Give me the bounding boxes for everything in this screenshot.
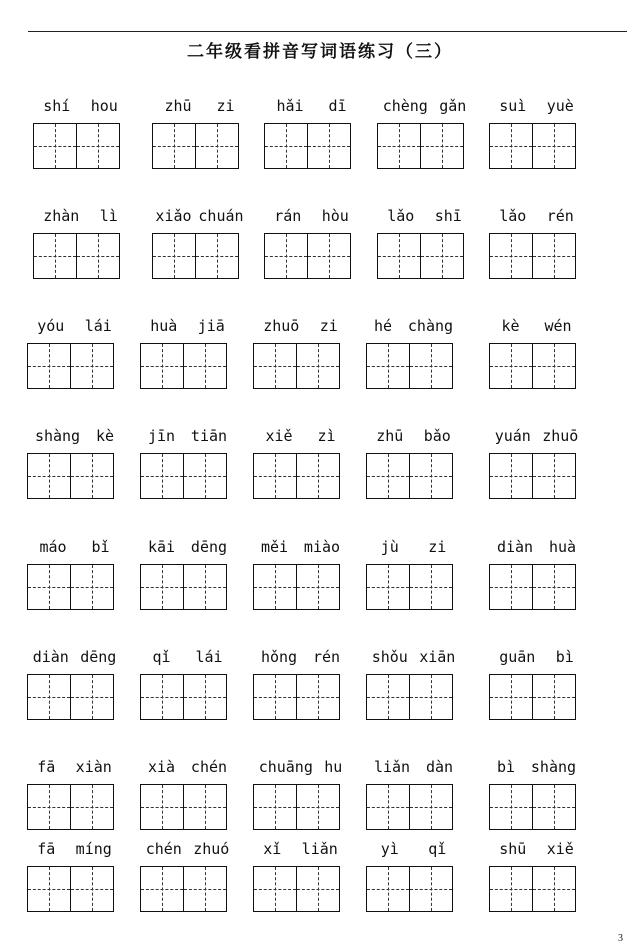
pinyin-syllable: zhuō bbox=[263, 317, 300, 335]
pinyin-syllable: chèng bbox=[382, 97, 428, 115]
word-item bbox=[253, 537, 348, 557]
pinyin-label bbox=[27, 647, 122, 667]
character-box[interactable] bbox=[410, 343, 453, 389]
pinyin-syllable: yuán bbox=[494, 427, 531, 445]
character-box[interactable] bbox=[410, 866, 453, 912]
pinyin-syllable: zi bbox=[428, 538, 447, 556]
word-item bbox=[27, 426, 122, 446]
character-box[interactable] bbox=[264, 233, 308, 279]
writing-grid bbox=[253, 343, 340, 389]
pinyin-label bbox=[253, 647, 348, 667]
writing-grid bbox=[140, 564, 227, 610]
pinyin-label bbox=[27, 839, 122, 859]
pinyin-syllable: rén bbox=[546, 207, 574, 225]
word-item bbox=[253, 426, 348, 446]
character-box[interactable] bbox=[140, 453, 184, 499]
pinyin-label bbox=[489, 316, 584, 336]
pinyin-syllable: huà bbox=[548, 538, 577, 556]
word-item bbox=[27, 316, 122, 336]
pinyin-label bbox=[366, 757, 461, 777]
pinyin-syllable: jiā bbox=[197, 317, 225, 335]
pinyin-syllable: xiǎo bbox=[155, 207, 192, 225]
character-box[interactable] bbox=[489, 123, 533, 169]
pinyin-syllable: bì bbox=[496, 758, 515, 776]
character-box[interactable] bbox=[27, 564, 71, 610]
pinyin-label bbox=[366, 316, 461, 336]
pinyin-syllable: kāi bbox=[147, 538, 176, 556]
writing-grid bbox=[253, 674, 340, 720]
writing-grid bbox=[27, 564, 114, 610]
word-item bbox=[140, 647, 235, 667]
writing-grid bbox=[140, 343, 227, 389]
pinyin-syllable: hou bbox=[90, 97, 118, 115]
writing-grid bbox=[27, 674, 114, 720]
character-box[interactable] bbox=[489, 343, 533, 389]
pinyin-syllable: diàn bbox=[496, 538, 534, 556]
writing-grid bbox=[366, 343, 453, 389]
pinyin-label bbox=[33, 206, 128, 226]
pinyin-label bbox=[366, 537, 461, 557]
pinyin-syllable: shí bbox=[43, 97, 71, 115]
pinyin-label bbox=[366, 426, 461, 446]
pinyin-syllable: bǎo bbox=[423, 427, 451, 445]
pinyin-syllable: xiě bbox=[546, 840, 574, 858]
character-box[interactable] bbox=[27, 866, 71, 912]
pinyin-syllable: hé bbox=[373, 317, 392, 335]
character-box[interactable] bbox=[410, 784, 453, 830]
pinyin-syllable: liǎn bbox=[301, 840, 338, 858]
character-box[interactable] bbox=[377, 233, 421, 279]
word-item bbox=[27, 839, 122, 859]
pinyin-syllable: xiān bbox=[419, 648, 456, 666]
pinyin-syllable: kè bbox=[95, 427, 115, 445]
pinyin-label bbox=[27, 537, 122, 557]
writing-grid bbox=[264, 233, 351, 279]
pinyin-syllable: shǒu bbox=[371, 648, 408, 666]
pinyin-syllable: fā bbox=[37, 758, 56, 776]
page-number: 3 bbox=[618, 933, 623, 944]
character-box[interactable] bbox=[253, 674, 297, 720]
pinyin-syllable: rán bbox=[274, 207, 302, 225]
pinyin-label bbox=[140, 537, 235, 557]
writing-grid bbox=[33, 233, 120, 279]
character-box[interactable] bbox=[366, 453, 410, 499]
pinyin-label bbox=[140, 757, 235, 777]
word-item bbox=[366, 757, 461, 777]
pinyin-syllable: chàng bbox=[407, 317, 454, 335]
pinyin-label bbox=[140, 839, 235, 859]
pinyin-label bbox=[489, 839, 584, 859]
pinyin-syllable: shàng bbox=[530, 758, 577, 776]
writing-grid bbox=[489, 564, 576, 610]
writing-grid bbox=[253, 866, 340, 912]
character-box[interactable] bbox=[253, 866, 297, 912]
pinyin-syllable: diàn bbox=[32, 648, 69, 666]
character-box[interactable] bbox=[489, 784, 533, 830]
character-box[interactable] bbox=[421, 123, 464, 169]
character-box[interactable] bbox=[71, 784, 114, 830]
word-item bbox=[377, 206, 472, 226]
character-box[interactable] bbox=[253, 453, 297, 499]
writing-grid bbox=[366, 564, 453, 610]
word-item bbox=[27, 647, 122, 667]
pinyin-syllable: xǐ bbox=[263, 840, 282, 858]
character-box[interactable] bbox=[71, 343, 114, 389]
character-box[interactable] bbox=[71, 866, 114, 912]
character-box[interactable] bbox=[33, 123, 77, 169]
pinyin-label bbox=[253, 839, 348, 859]
writing-grid bbox=[33, 123, 120, 169]
character-box[interactable] bbox=[533, 233, 576, 279]
word-item bbox=[27, 757, 122, 777]
word-item bbox=[489, 96, 584, 116]
pinyin-syllable: zhū bbox=[164, 97, 192, 115]
character-box[interactable] bbox=[366, 674, 410, 720]
pinyin-syllable: yóu bbox=[37, 317, 65, 335]
word-item bbox=[253, 839, 348, 859]
pinyin-label bbox=[152, 96, 247, 116]
pinyin-label bbox=[264, 96, 359, 116]
character-box[interactable] bbox=[27, 453, 71, 499]
word-item bbox=[264, 206, 359, 226]
pinyin-syllable: zhū bbox=[376, 427, 404, 445]
word-item bbox=[489, 316, 584, 336]
character-box[interactable] bbox=[184, 343, 227, 389]
pinyin-syllable: huà bbox=[150, 317, 178, 335]
character-box[interactable] bbox=[27, 343, 71, 389]
pinyin-syllable: chén bbox=[190, 758, 228, 776]
writing-grid bbox=[489, 343, 576, 389]
pinyin-label bbox=[140, 426, 235, 446]
character-box[interactable] bbox=[297, 784, 340, 830]
pinyin-syllable: kè bbox=[501, 317, 520, 335]
word-item bbox=[366, 426, 461, 446]
character-box[interactable] bbox=[71, 453, 114, 499]
character-box[interactable] bbox=[152, 233, 196, 279]
character-box[interactable] bbox=[77, 123, 120, 169]
character-box[interactable] bbox=[33, 233, 77, 279]
character-box[interactable] bbox=[71, 674, 114, 720]
pinyin-syllable: shī bbox=[434, 207, 462, 225]
pinyin-label bbox=[366, 647, 461, 667]
character-box[interactable] bbox=[184, 784, 227, 830]
pinyin-syllable: qǐ bbox=[428, 840, 447, 858]
pinyin-syllable: hòu bbox=[321, 207, 349, 225]
pinyin-syllable: jīn bbox=[147, 427, 176, 445]
character-box[interactable] bbox=[421, 233, 464, 279]
pinyin-syllable: suì bbox=[499, 97, 527, 115]
pinyin-label bbox=[253, 316, 348, 336]
pinyin-label bbox=[366, 839, 461, 859]
word-item bbox=[489, 757, 584, 777]
pinyin-syllable: tiān bbox=[190, 427, 228, 445]
writing-grid bbox=[140, 453, 227, 499]
pinyin-syllable: miào bbox=[303, 538, 341, 556]
pinyin-syllable: dàn bbox=[425, 758, 454, 776]
word-item bbox=[366, 316, 461, 336]
top-rule bbox=[28, 31, 627, 32]
character-box[interactable] bbox=[77, 233, 120, 279]
character-box[interactable] bbox=[253, 564, 297, 610]
pinyin-label bbox=[489, 206, 584, 226]
character-box[interactable] bbox=[297, 564, 340, 610]
word-item bbox=[33, 206, 128, 226]
character-box[interactable] bbox=[297, 866, 340, 912]
writing-grid bbox=[489, 674, 576, 720]
character-box[interactable] bbox=[196, 123, 239, 169]
character-box[interactable] bbox=[253, 343, 297, 389]
word-item bbox=[140, 316, 235, 336]
word-item bbox=[366, 647, 461, 667]
character-box[interactable] bbox=[140, 674, 184, 720]
pinyin-syllable: shū bbox=[499, 840, 527, 858]
character-box[interactable] bbox=[140, 784, 184, 830]
writing-grid bbox=[140, 674, 227, 720]
pinyin-syllable: rén bbox=[312, 648, 341, 666]
pinyin-label bbox=[377, 96, 472, 116]
character-box[interactable] bbox=[71, 564, 114, 610]
writing-grid bbox=[366, 784, 453, 830]
word-item bbox=[366, 537, 461, 557]
writing-grid bbox=[27, 453, 114, 499]
character-box[interactable] bbox=[184, 866, 227, 912]
character-box[interactable] bbox=[196, 233, 239, 279]
word-item bbox=[489, 647, 584, 667]
writing-grid bbox=[27, 866, 114, 912]
pinyin-syllable: zi bbox=[319, 317, 338, 335]
writing-grid bbox=[27, 343, 114, 389]
writing-grid bbox=[489, 233, 576, 279]
character-box[interactable] bbox=[140, 564, 184, 610]
writing-grid bbox=[140, 866, 227, 912]
pinyin-syllable: zhàn bbox=[43, 207, 80, 225]
writing-grid bbox=[366, 453, 453, 499]
character-box[interactable] bbox=[410, 674, 453, 720]
word-item bbox=[489, 426, 584, 446]
word-item bbox=[377, 96, 472, 116]
writing-grid bbox=[152, 123, 239, 169]
character-box[interactable] bbox=[152, 123, 196, 169]
pinyin-label bbox=[377, 206, 472, 226]
pinyin-syllable: lǎo bbox=[387, 207, 415, 225]
character-box[interactable] bbox=[533, 784, 576, 830]
pinyin-label bbox=[264, 206, 359, 226]
character-box[interactable] bbox=[489, 866, 533, 912]
word-item bbox=[264, 96, 359, 116]
writing-grid bbox=[489, 123, 576, 169]
writing-grid bbox=[377, 233, 464, 279]
word-item bbox=[489, 839, 584, 859]
writing-grid bbox=[489, 784, 576, 830]
character-box[interactable] bbox=[27, 674, 71, 720]
pinyin-label bbox=[253, 537, 348, 557]
pinyin-syllable: shàng bbox=[34, 427, 81, 445]
pinyin-syllable: zi bbox=[216, 97, 235, 115]
pinyin-label bbox=[33, 96, 128, 116]
pinyin-syllable: lái bbox=[84, 317, 112, 335]
character-box[interactable] bbox=[366, 866, 410, 912]
word-item bbox=[140, 426, 235, 446]
character-box[interactable] bbox=[308, 233, 351, 279]
pinyin-syllable: bǐ bbox=[91, 538, 110, 556]
word-item bbox=[366, 839, 461, 859]
pinyin-syllable: hu bbox=[324, 758, 343, 776]
character-box[interactable] bbox=[140, 866, 184, 912]
pinyin-syllable: fā bbox=[37, 840, 56, 858]
writing-grid bbox=[377, 123, 464, 169]
pinyin-syllable: lái bbox=[195, 648, 223, 666]
writing-grid bbox=[140, 784, 227, 830]
character-box[interactable] bbox=[489, 233, 533, 279]
character-box[interactable] bbox=[264, 123, 308, 169]
pinyin-syllable: zhuó bbox=[193, 840, 230, 858]
word-item bbox=[489, 206, 584, 226]
pinyin-syllable: yì bbox=[380, 840, 399, 858]
character-box[interactable] bbox=[489, 453, 533, 499]
pinyin-label bbox=[27, 316, 122, 336]
pinyin-syllable: xià bbox=[147, 758, 176, 776]
character-box[interactable] bbox=[253, 784, 297, 830]
pinyin-syllable: chén bbox=[145, 840, 182, 858]
pinyin-syllable: xiě bbox=[265, 427, 293, 445]
writing-grid bbox=[152, 233, 239, 279]
character-box[interactable] bbox=[366, 564, 410, 610]
pinyin-syllable: dēng bbox=[190, 538, 228, 556]
character-box[interactable] bbox=[489, 674, 533, 720]
pinyin-label bbox=[489, 96, 584, 116]
pinyin-syllable: chuán bbox=[198, 207, 244, 225]
pinyin-syllable: xiàn bbox=[75, 758, 112, 776]
character-box[interactable] bbox=[184, 453, 227, 499]
pinyin-syllable: zì bbox=[317, 427, 336, 445]
word-item bbox=[253, 757, 348, 777]
word-item bbox=[33, 96, 128, 116]
pinyin-label bbox=[489, 647, 584, 667]
character-box[interactable] bbox=[410, 453, 453, 499]
pinyin-syllable: míng bbox=[75, 840, 112, 858]
character-box[interactable] bbox=[184, 564, 227, 610]
character-box[interactable] bbox=[27, 784, 71, 830]
character-box[interactable] bbox=[140, 343, 184, 389]
pinyin-label bbox=[27, 426, 122, 446]
pinyin-syllable: hǒng bbox=[260, 648, 298, 666]
page-title: 二年级看拼音写词语练习（三） bbox=[187, 42, 453, 62]
character-box[interactable] bbox=[489, 564, 533, 610]
character-box[interactable] bbox=[410, 564, 453, 610]
writing-grid bbox=[366, 866, 453, 912]
character-box[interactable] bbox=[533, 674, 576, 720]
word-item bbox=[140, 757, 235, 777]
pinyin-syllable: bì bbox=[555, 648, 574, 666]
pinyin-syllable: guān bbox=[499, 648, 536, 666]
word-item bbox=[253, 647, 348, 667]
pinyin-syllable: qǐ bbox=[152, 648, 171, 666]
pinyin-label bbox=[253, 426, 348, 446]
word-item bbox=[152, 206, 247, 226]
writing-grid bbox=[253, 784, 340, 830]
pinyin-syllable: chuāng bbox=[258, 758, 313, 776]
writing-grid bbox=[366, 674, 453, 720]
pinyin-syllable: liǎn bbox=[373, 758, 411, 776]
pinyin-syllable: dēng bbox=[80, 648, 117, 666]
writing-grid bbox=[253, 453, 340, 499]
writing-grid bbox=[489, 866, 576, 912]
pinyin-label bbox=[140, 316, 235, 336]
pinyin-syllable: lì bbox=[99, 207, 118, 225]
pinyin-syllable: wén bbox=[544, 317, 572, 335]
character-box[interactable] bbox=[184, 674, 227, 720]
word-item bbox=[253, 316, 348, 336]
pinyin-label bbox=[140, 647, 235, 667]
character-box[interactable] bbox=[377, 123, 421, 169]
pinyin-syllable: hǎi bbox=[276, 97, 304, 115]
pinyin-syllable: yuè bbox=[546, 97, 574, 115]
pinyin-syllable: lǎo bbox=[499, 207, 527, 225]
pinyin-label bbox=[27, 757, 122, 777]
pinyin-syllable: měi bbox=[260, 538, 289, 556]
character-box[interactable] bbox=[533, 453, 576, 499]
pinyin-syllable: zhuō bbox=[542, 427, 579, 445]
word-item bbox=[152, 96, 247, 116]
pinyin-label bbox=[253, 757, 348, 777]
pinyin-syllable: jù bbox=[380, 538, 399, 556]
word-item bbox=[140, 537, 235, 557]
pinyin-syllable: gǎn bbox=[439, 97, 467, 115]
character-box[interactable] bbox=[366, 784, 410, 830]
pinyin-label bbox=[489, 757, 584, 777]
character-box[interactable] bbox=[297, 453, 340, 499]
character-box[interactable] bbox=[533, 866, 576, 912]
word-item bbox=[27, 537, 122, 557]
pinyin-label bbox=[489, 537, 584, 557]
character-box[interactable] bbox=[533, 123, 576, 169]
writing-grid bbox=[264, 123, 351, 169]
writing-grid bbox=[27, 784, 114, 830]
character-box[interactable] bbox=[366, 343, 410, 389]
character-box[interactable] bbox=[533, 343, 576, 389]
character-box[interactable] bbox=[297, 674, 340, 720]
character-box[interactable] bbox=[297, 343, 340, 389]
pinyin-syllable: máo bbox=[39, 538, 67, 556]
pinyin-label bbox=[489, 426, 584, 446]
character-box[interactable] bbox=[533, 564, 576, 610]
writing-grid bbox=[253, 564, 340, 610]
pinyin-syllable: dī bbox=[328, 97, 347, 115]
word-item bbox=[140, 839, 235, 859]
writing-grid bbox=[489, 453, 576, 499]
word-item bbox=[489, 537, 584, 557]
character-box[interactable] bbox=[308, 123, 351, 169]
pinyin-label bbox=[152, 206, 247, 226]
